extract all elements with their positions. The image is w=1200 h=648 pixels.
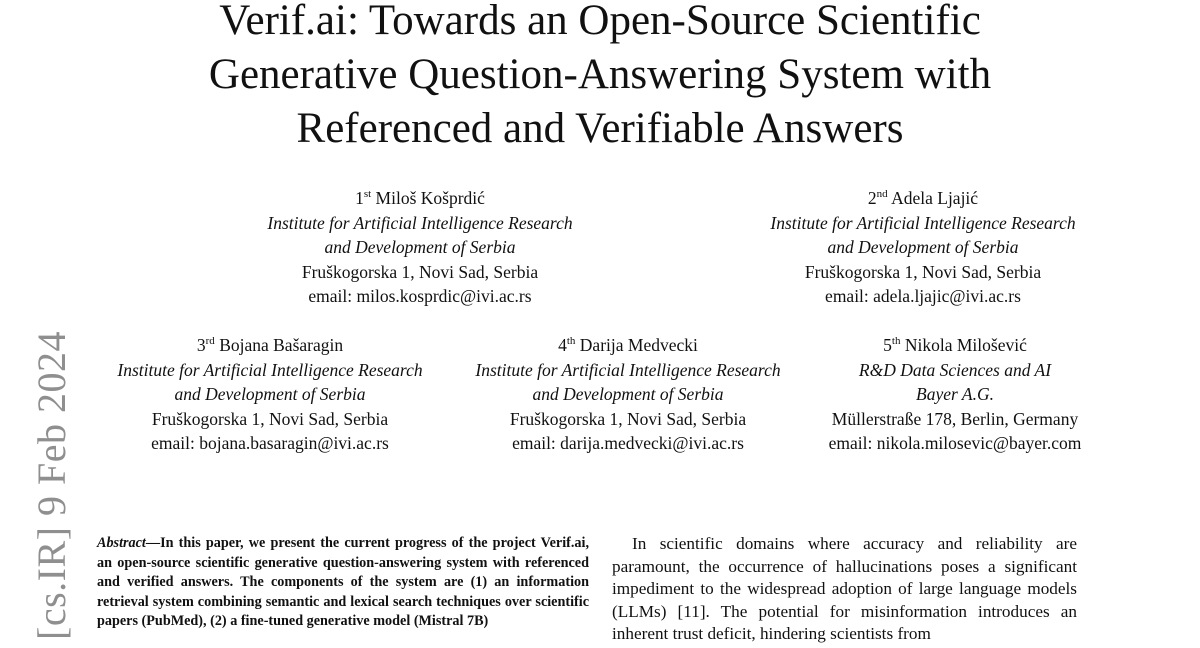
arxiv-stamp: [cs.IR] 9 Feb 2024 <box>29 331 74 640</box>
author-affiliation: Institute for Artificial Intelligence Research <box>475 359 781 380</box>
author-email[interactable]: email: milos.kosprdic@ivi.ac.rs <box>308 286 532 306</box>
author-email[interactable]: email: bojana.basaragin@ivi.ac.rs <box>151 433 389 453</box>
author-name: 4th Darija Medvecki <box>558 335 698 355</box>
abstract-paragraph <box>97 534 589 632</box>
author-email[interactable]: email: adela.ljajic@ivi.ac.rs <box>825 286 1021 306</box>
author-affiliation: Bayer A.G. <box>916 384 994 404</box>
author-name: 2nd Adela Ljajić <box>867 188 979 208</box>
abstract-text: —In this paper, we present the current progress of the project Verif.ai, an open-source scientific generative question-answering system with referenced and verified answers. The components of the system are (1) an information retrieval system combining semantic and lexical search techniques over scientific papers (PubMed), (2) a fine-tuned generative model (Mistral 7B) <box>97 535 589 630</box>
introduction-paragraph: In scientific domains where accuracy and reliability are paramount, the occurrence of hallucinations poses a significant impediment to the widespread adoption of large language models (LLMs) [11]. The potential for misinformation introduces an inherent trust deficit, hindering scientists from <box>612 534 1077 644</box>
author-affiliation: and Development of Serbia <box>532 384 724 404</box>
author-affiliation: R&D Data Sciences and AI <box>858 359 1052 380</box>
author-name: 1st Miloš Košprdić <box>355 188 485 208</box>
author-email[interactable]: email: nikola.milosevic@bayer.com <box>828 433 1082 453</box>
author-affiliation: and Development of Serbia <box>174 384 366 404</box>
author-affiliation: Institute for Artificial Intelligence Research <box>267 212 573 233</box>
author-affiliation: and Development of Serbia <box>324 237 516 257</box>
author-block-2 <box>748 186 1098 309</box>
paper-title <box>0 0 1200 156</box>
author-affiliation: and Development of Serbia <box>827 237 1019 257</box>
title-line: Referenced and Verifiable Answers <box>296 105 904 152</box>
author-block-1 <box>245 186 595 309</box>
author-email[interactable]: email: darija.medvecki@ivi.ac.rs <box>512 433 744 453</box>
abstract-label: Abstract <box>97 535 146 551</box>
author-affiliation: Institute for Artificial Intelligence Research <box>770 212 1076 233</box>
author-block-5 <box>810 333 1100 456</box>
author-address: Müllerstraße 178, Berlin, Germany <box>831 408 1079 429</box>
author-address: Fruškogorska 1, Novi Sad, Serbia <box>151 408 389 429</box>
title-line: Verif.ai: Towards an Open-Source Scientific <box>219 0 981 44</box>
author-block-3 <box>95 333 445 456</box>
author-block-4 <box>453 333 803 456</box>
author-name: 5th Nikola Milošević <box>883 335 1027 355</box>
author-affiliation: Institute for Artificial Intelligence Research <box>117 359 423 380</box>
title-line: Generative Question-Answering System with <box>208 51 992 98</box>
author-address: Fruškogorska 1, Novi Sad, Serbia <box>509 408 747 429</box>
author-name: 3rd Bojana Bašaragin <box>196 335 344 355</box>
author-address: Fruškogorska 1, Novi Sad, Serbia <box>804 261 1042 282</box>
author-address: Fruškogorska 1, Novi Sad, Serbia <box>301 261 539 282</box>
